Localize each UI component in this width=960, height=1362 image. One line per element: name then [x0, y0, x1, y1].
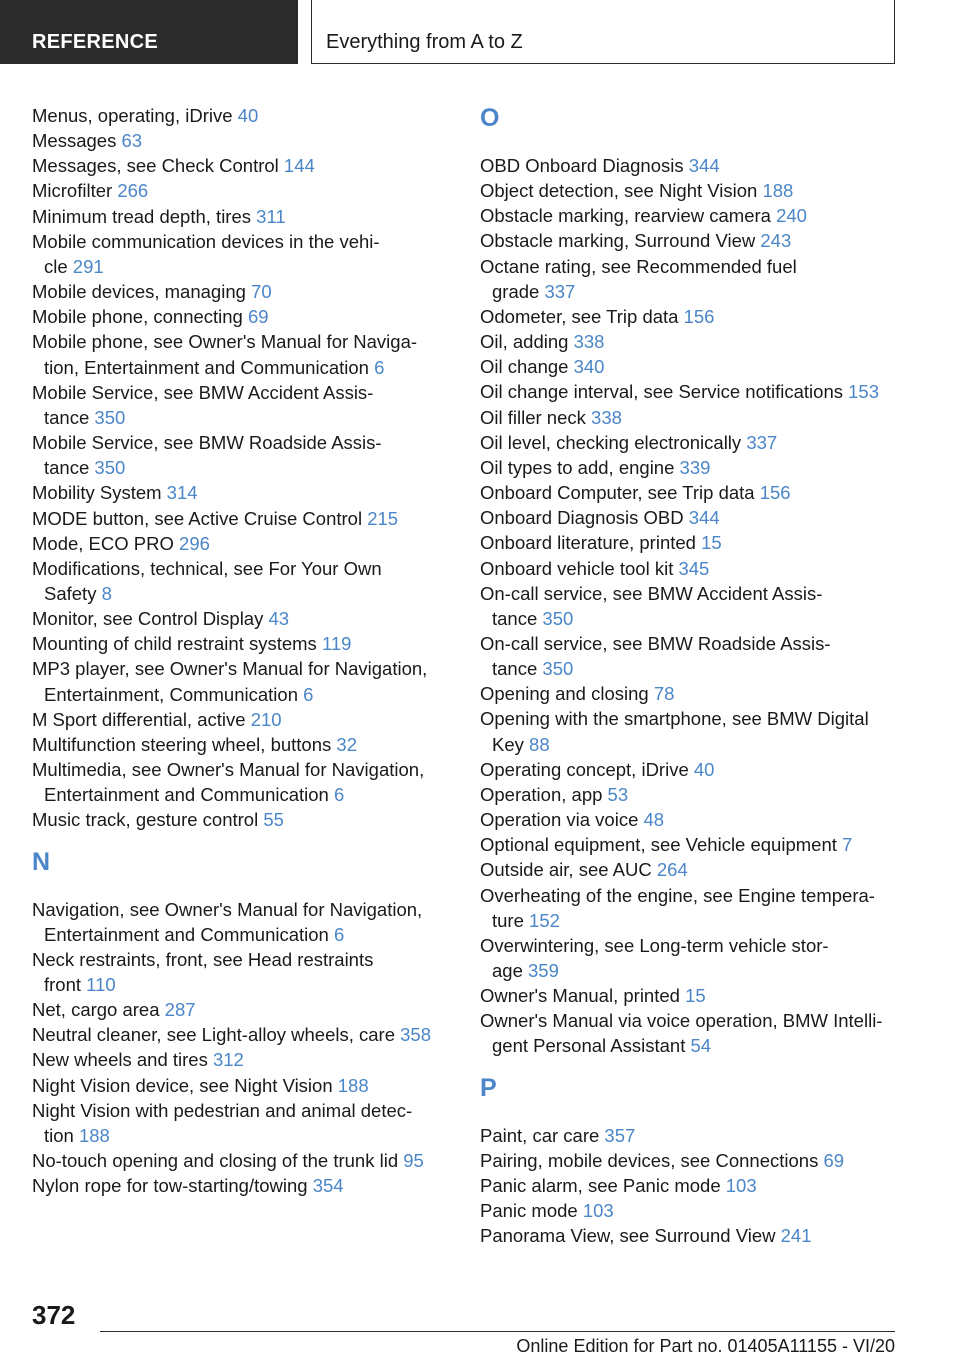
index-entry-text: Obstacle marking, rearview camera — [480, 205, 771, 227]
index-entry — [480, 983, 910, 1008]
page-reference-link[interactable]: 6 — [303, 683, 314, 705]
index-entry-text: grade — [492, 280, 540, 302]
index-entry — [32, 1022, 462, 1047]
index-entry-text: Pairing, mobile devices, see Connections — [480, 1149, 819, 1171]
index-entry — [480, 631, 910, 681]
index-entry-text: Entertainment and Communication — [44, 923, 329, 945]
index-entry — [480, 153, 910, 178]
index-entry-text: Opening and closing — [480, 683, 649, 705]
index-entry — [480, 581, 910, 631]
index-entry-text: Overheating of the engine, see Engine tempera- — [480, 884, 875, 906]
page-reference-link[interactable]: 338 — [573, 331, 605, 353]
page-reference-link[interactable]: 6 — [334, 784, 345, 806]
page-reference-link[interactable]: 144 — [283, 155, 315, 177]
index-entry-text: Mobile Service, see BMW Roadside Assis- — [32, 432, 382, 454]
page-reference-link[interactable]: 291 — [72, 255, 104, 277]
index-entry-text: Mobile phone, see Owner's Manual for Naviga- — [32, 331, 418, 353]
index-entry-text: Outside air, see AUC — [480, 859, 652, 881]
index-entry-text: Entertainment and Communication — [44, 784, 329, 806]
index-entry — [32, 732, 462, 757]
index-entry — [32, 380, 462, 430]
index-entry-text: Oil types to add, engine — [480, 456, 675, 478]
index-entry — [32, 279, 462, 304]
index-entry — [32, 656, 462, 706]
index-entry-text: Messages, see Check Control — [32, 155, 279, 177]
page-reference-link[interactable]: 69 — [823, 1149, 845, 1171]
page-reference-link[interactable]: 350 — [542, 658, 574, 680]
index-entry — [32, 178, 462, 203]
page-reference-link[interactable]: 337 — [544, 280, 576, 302]
index-entry-text: Minimum tread depth, tires — [32, 205, 252, 227]
index-entry-text: Monitor, see Control Display — [32, 608, 264, 630]
index-entry-text: age — [492, 960, 523, 981]
index-entry — [32, 631, 462, 656]
index-letter-heading: P — [480, 1073, 497, 1102]
index-entry-text: gent Personal Assistant — [492, 1035, 686, 1057]
page-reference-link[interactable]: 314 — [166, 482, 198, 504]
page-reference-link[interactable]: 243 — [760, 230, 792, 252]
index-entry-text: Obstacle marking, Surround View — [480, 230, 756, 252]
index-entry-text: Operating concept, iDrive — [480, 758, 689, 780]
page-reference-link[interactable]: 103 — [725, 1174, 757, 1196]
index-entry-text: tion, Entertainment and Communication — [44, 356, 369, 378]
page-reference-link[interactable]: 156 — [683, 305, 715, 327]
chapter-title: Everything from A to Z — [326, 31, 523, 53]
index-entry-text: On-call service, see BMW Roadside Assis- — [480, 632, 831, 654]
index-column-left — [32, 103, 462, 1198]
page-reference-link[interactable]: 78 — [653, 683, 675, 705]
page-reference-link[interactable]: 153 — [848, 381, 880, 403]
index-entry — [480, 379, 910, 404]
index-entry — [32, 757, 462, 807]
index-entry — [32, 556, 462, 606]
index-entry — [32, 329, 462, 379]
index-entry — [480, 1223, 910, 1248]
page-reference-link[interactable]: 188 — [762, 180, 794, 202]
index-entry — [480, 480, 910, 505]
page-reference-link[interactable]: 6 — [374, 356, 385, 378]
index-entry-text: Onboard vehicle tool kit — [480, 557, 674, 579]
index-entry-text: Operation via voice — [480, 809, 639, 831]
page-reference-link[interactable]: 110 — [86, 974, 116, 995]
page-reference-link[interactable]: 354 — [312, 1175, 344, 1197]
index-letter-heading: O — [480, 104, 500, 132]
index-entry — [32, 128, 462, 153]
index-entry-text: Mobile devices, managing — [32, 281, 246, 303]
index-entry — [32, 229, 462, 279]
index-entry-text: OBD Onboard Diagnosis — [480, 155, 684, 176]
page-reference-link[interactable]: 188 — [337, 1074, 369, 1096]
index-entry-text: Owner's Manual via voice operation, BMW Intelli- — [480, 1010, 883, 1032]
footer-edition: Online Edition for Part no. 01405A11155 - VI/20 — [516, 1336, 895, 1356]
index-entry-text: Key — [492, 733, 524, 755]
index-entry — [32, 103, 462, 128]
index-entry — [32, 1148, 462, 1173]
page-reference-link[interactable]: 40 — [693, 758, 715, 780]
page-reference-link[interactable]: 119 — [321, 633, 352, 655]
section-tab — [0, 0, 298, 64]
index-entry-text: tance — [44, 457, 90, 479]
index-entry — [480, 455, 910, 480]
index-entry-text: Panorama View, see Surround View — [480, 1225, 776, 1247]
index-entry-text: Multifunction steering wheel, buttons — [32, 733, 332, 755]
index-entry-text: Oil change — [480, 356, 569, 378]
page-reference-link[interactable]: 337 — [746, 431, 778, 453]
index-entry-text: Panic mode — [480, 1200, 578, 1222]
page-reference-link[interactable]: 43 — [268, 608, 290, 630]
index-entry-text: cle — [44, 255, 68, 277]
page-reference-link[interactable]: 8 — [101, 582, 112, 604]
index-entry-text: Nylon rope for tow-starting/towing — [32, 1175, 308, 1197]
index-entry — [480, 505, 910, 530]
index-entry-text: Overwintering, see Long-term vehicle stor- — [480, 934, 829, 956]
page-reference-link[interactable]: 69 — [248, 306, 269, 328]
index-entry — [32, 1173, 462, 1198]
index-entry-text: tance — [492, 658, 538, 680]
page-reference-link[interactable]: 70 — [251, 281, 272, 303]
index-entry-text: Operation, app — [480, 783, 603, 805]
index-entry-text: Modifications, technical, see For Your Own — [32, 557, 382, 579]
page-reference-link[interactable]: 287 — [164, 999, 196, 1021]
page-reference-link[interactable]: 188 — [78, 1124, 110, 1146]
page-reference-link[interactable]: 350 — [542, 607, 574, 629]
page-reference-link[interactable]: 350 — [94, 406, 126, 428]
index-entry — [480, 1008, 910, 1058]
page-number: 372 — [32, 1300, 76, 1330]
index-entry-text: Messages — [32, 130, 117, 152]
index-entry — [32, 707, 462, 732]
index-entry-text: Panic alarm, see Panic mode — [480, 1174, 721, 1196]
index-entry-text: New wheels and tires — [32, 1049, 208, 1071]
page-reference-link[interactable]: 358 — [400, 1024, 432, 1046]
index-entry-text: M Sport differential, active — [32, 708, 246, 730]
page-reference-link[interactable]: 344 — [688, 507, 720, 529]
index-entry — [32, 1073, 462, 1098]
index-entry — [480, 329, 910, 354]
page-reference-link[interactable]: 312 — [212, 1049, 244, 1071]
page-reference-link[interactable]: 48 — [643, 809, 665, 831]
index-entry-text: Net, cargo area — [32, 999, 160, 1021]
index-entry-text: Optional equipment, see Vehicle equipment — [480, 834, 837, 856]
page-reference-link[interactable]: 6 — [334, 923, 345, 945]
index-entry — [480, 832, 910, 857]
index-entry-text: ture — [492, 909, 524, 931]
index-entry — [480, 782, 910, 807]
index-entry — [32, 807, 462, 832]
index-entry-text: Music track, gesture control — [32, 809, 259, 831]
index-entry — [480, 857, 910, 882]
index-entry-text: Onboard Diagnosis OBD — [480, 507, 684, 529]
index-letter-heading: N — [32, 847, 51, 876]
index-entry-text: Multimedia, see Owner's Manual for Navigation, — [32, 759, 425, 781]
page-reference-link[interactable]: 15 — [685, 985, 706, 1007]
page-reference-link[interactable]: 54 — [690, 1035, 712, 1057]
index-entry — [480, 254, 910, 304]
index-entry — [480, 933, 910, 983]
index-entry — [480, 430, 910, 455]
index-entry — [480, 228, 910, 253]
page-reference-link[interactable]: 7 — [842, 834, 853, 856]
index-entry — [480, 178, 910, 203]
page-reference-link[interactable]: 40 — [237, 105, 259, 126]
page-reference-link[interactable]: 55 — [263, 809, 284, 831]
page-reference-link[interactable]: 156 — [759, 482, 791, 504]
page-reference-link[interactable]: 264 — [656, 859, 688, 881]
index-entry-text: Onboard Computer, see Trip data — [480, 482, 755, 504]
index-entry-text: Mobile phone, connecting — [32, 306, 243, 328]
index-entry-text: Oil filler neck — [480, 406, 586, 428]
index-entry — [480, 883, 910, 933]
index-entry — [32, 997, 462, 1022]
index-entry-text: MP3 player, see Owner's Manual for Navigation, — [32, 658, 428, 680]
page-reference-link[interactable]: 344 — [688, 155, 720, 176]
index-entry-text: On-call service, see BMW Accident Assis- — [480, 582, 823, 604]
index-entry-text: Octane rating, see Recommended fuel — [480, 255, 797, 277]
index-entry — [480, 405, 910, 430]
page-reference-link[interactable]: 345 — [678, 557, 710, 579]
index-entry-text: Night Vision with pedestrian and animal detec- — [32, 1099, 413, 1121]
index-entry-text: Neutral cleaner, see Light-alloy wheels, care — [32, 1024, 395, 1046]
page-reference-link[interactable]: 340 — [573, 356, 605, 378]
index-entry — [480, 1173, 910, 1198]
page-reference-link[interactable]: 53 — [607, 783, 629, 805]
page-reference-link[interactable]: 88 — [529, 733, 550, 755]
index-entry-text: Odometer, see Trip data — [480, 305, 679, 327]
index-entry-text: MODE button, see Active Cruise Control — [32, 507, 363, 529]
page-reference-link[interactable]: 15 — [701, 532, 722, 554]
index-entry-text: Navigation, see Owner's Manual for Navigation, — [32, 898, 423, 920]
index-entry — [480, 354, 910, 379]
index-entry — [32, 606, 462, 631]
page-reference-link[interactable]: 32 — [336, 733, 357, 755]
index-entry-text: Mode, ECO PRO — [32, 532, 174, 554]
index-entry — [480, 203, 910, 228]
index-entry-text: Microfilter — [32, 180, 113, 202]
section-label: REFERENCE — [32, 31, 159, 53]
index-entry-text: Mobile Service, see BMW Accident Assis- — [32, 381, 374, 403]
page-reference-link[interactable]: 95 — [403, 1150, 424, 1172]
index-entry — [32, 947, 462, 997]
index-entry-text: Neck restraints, front, see Head restraints — [32, 948, 374, 970]
page-reference-link[interactable]: 63 — [121, 130, 143, 152]
index-entry-text: tance — [44, 406, 90, 428]
index-entry-text: Paint, car care — [480, 1124, 600, 1146]
index-entry-text: Object detection, see Night Vision — [480, 180, 758, 202]
page-reference-link[interactable]: 338 — [591, 406, 622, 428]
index-entry-text: Mounting of child restraint systems — [32, 633, 317, 655]
index-entry-text: tance — [492, 607, 538, 629]
index-entry — [32, 480, 462, 505]
index-entry — [32, 304, 462, 329]
index-entry-text: Opening with the smartphone, see BMW Digital — [480, 708, 869, 730]
page-reference-link[interactable]: 266 — [117, 180, 149, 202]
index-entry-text: No-touch opening and closing of the trunk lid — [32, 1150, 399, 1172]
index-entry — [480, 706, 910, 756]
index-entry — [32, 153, 462, 178]
index-entry-text: Owner's Manual, printed — [480, 985, 680, 1007]
index-column-right — [480, 103, 910, 1248]
index-entry-text: Entertainment, Communication — [44, 683, 298, 705]
index-entry — [32, 897, 462, 947]
page-reference-link[interactable]: 357 — [604, 1124, 636, 1146]
page-reference-link[interactable]: 311 — [256, 205, 286, 227]
index-entry-text: Oil, adding — [480, 331, 569, 353]
index-entry-text: Mobility System — [32, 482, 162, 504]
index-entry — [32, 1047, 462, 1072]
page-reference-link[interactable]: 350 — [94, 457, 126, 479]
page-reference-link[interactable]: 296 — [179, 532, 210, 554]
index-entry — [480, 681, 910, 706]
index-entry — [32, 1098, 462, 1148]
index-entry — [32, 430, 462, 480]
index-entry — [32, 204, 462, 229]
chapter-header — [311, 0, 895, 64]
index-entry — [480, 304, 910, 329]
index-entry — [480, 530, 910, 555]
page-reference-link[interactable]: 215 — [367, 507, 399, 529]
index-entry-text: Safety — [44, 582, 97, 604]
index-entry-text: front — [44, 974, 82, 995]
index-entry — [480, 1198, 910, 1223]
page-reference-link[interactable]: 339 — [679, 456, 711, 478]
index-entry — [480, 807, 910, 832]
index-entry — [32, 531, 462, 556]
page-reference-link[interactable]: 152 — [529, 909, 560, 931]
footer-divider — [100, 1331, 895, 1332]
index-entry-text: tion — [44, 1124, 74, 1146]
page-reference-link[interactable]: 210 — [250, 708, 282, 730]
index-entry-text: Onboard literature, printed — [480, 532, 696, 554]
page-reference-link[interactable]: 359 — [528, 960, 559, 981]
index-entry-text: Night Vision device, see Night Vision — [32, 1074, 333, 1096]
index-entry — [480, 1123, 910, 1148]
page-reference-link[interactable]: 241 — [780, 1225, 812, 1247]
index-entry-text: Oil change interval, see Service notifications — [480, 381, 843, 403]
index-entry-text: Menus, operating, iDrive — [32, 105, 233, 126]
index-entry — [32, 506, 462, 531]
index-entry — [480, 556, 910, 581]
index-entry-text: Oil level, checking electronically — [480, 431, 742, 453]
index-entry — [480, 757, 910, 782]
index-entry — [480, 1148, 910, 1173]
index-entry-text: Mobile communication devices in the vehi- — [32, 230, 380, 252]
page-reference-link[interactable]: 240 — [776, 205, 807, 227]
page-reference-link[interactable]: 103 — [582, 1200, 614, 1222]
